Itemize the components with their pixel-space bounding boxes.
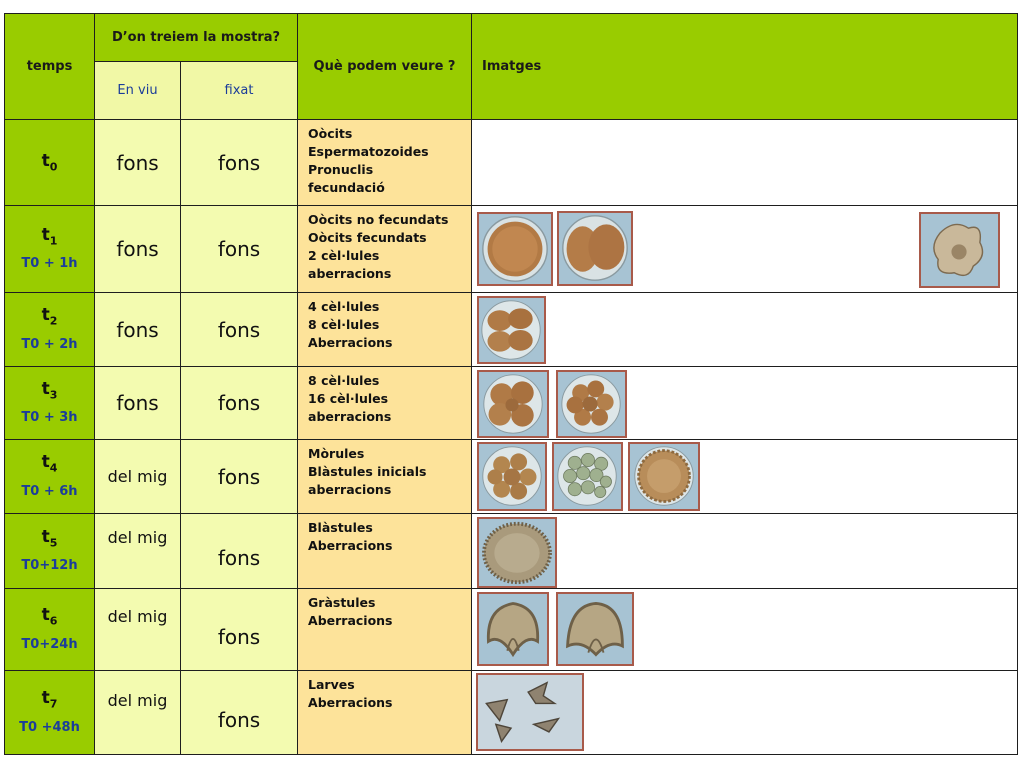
table-row xyxy=(5,120,1018,206)
time-offset: T0 + 1h xyxy=(21,256,78,272)
cell-text: Oòcits no fecundats xyxy=(308,212,449,227)
stages-table xyxy=(4,13,1018,755)
cell-text: temps xyxy=(26,59,73,74)
what-cell xyxy=(298,293,472,367)
two-cell-image xyxy=(557,211,633,286)
cell-text: Blàstules xyxy=(308,520,373,535)
images-cell xyxy=(472,671,1018,755)
fixat-cell xyxy=(181,293,298,367)
viu-cell xyxy=(95,293,181,367)
larvae-image xyxy=(476,673,584,751)
time-subscript: 2 xyxy=(49,314,58,328)
table-row xyxy=(5,440,1018,514)
cell-text: fons xyxy=(217,317,261,342)
time-cell xyxy=(5,589,95,671)
cell-text: 8 cèl·lules xyxy=(308,317,380,332)
time-subscript: 0 xyxy=(49,160,58,174)
fixat-cell xyxy=(181,367,298,440)
cell-text: t xyxy=(41,526,50,547)
time-subscript: 6 xyxy=(49,614,58,628)
eight-cell-image xyxy=(477,370,549,438)
fixat-cell xyxy=(181,440,298,514)
table-row xyxy=(5,367,1018,440)
time-subscript: 5 xyxy=(49,536,58,550)
cell-text: fons xyxy=(217,391,261,415)
time-label xyxy=(5,454,94,473)
cell-text: t xyxy=(41,688,50,709)
cell-text: 8 cèl·lules xyxy=(308,373,380,388)
time-offset: T0+12h xyxy=(21,558,78,574)
cell-text: del mig xyxy=(107,691,168,710)
time-cell xyxy=(5,671,95,755)
cell-text: Què podem veure ? xyxy=(313,59,456,74)
fixat-cell xyxy=(181,589,298,671)
cell-text: 16 cèl·lules xyxy=(308,391,389,406)
time-label xyxy=(5,526,94,550)
viu-cell xyxy=(95,514,181,589)
images-cell xyxy=(472,440,1018,514)
time-cell xyxy=(5,293,95,367)
cell-text: fons xyxy=(116,237,159,261)
fixat-cell xyxy=(181,120,298,206)
cell-text: fons xyxy=(116,150,159,175)
cell-text: fons xyxy=(217,546,261,570)
time-offset: T0 + 3h xyxy=(21,410,78,426)
blastula-image xyxy=(628,442,700,511)
four-cell-image xyxy=(477,296,546,364)
header-fixat xyxy=(181,62,298,120)
cell-text: t xyxy=(41,224,50,245)
time-label xyxy=(5,150,94,174)
images-cell xyxy=(472,367,1018,440)
cell-text: t xyxy=(41,378,50,399)
oocyte-image xyxy=(477,212,553,286)
time-subscript: 1 xyxy=(49,234,58,248)
cell-text: fons xyxy=(217,464,261,489)
cell-text: del mig xyxy=(107,528,168,547)
cell-text: Larves xyxy=(308,677,355,692)
fixat-cell xyxy=(181,206,298,293)
viu-cell xyxy=(95,589,181,671)
time-offset: T0 +48h xyxy=(19,719,80,735)
cell-text: D’on treiem la mostra? xyxy=(111,30,281,45)
cell-text: Imatges xyxy=(482,59,542,74)
gastrula-image xyxy=(477,592,549,666)
time-label xyxy=(5,378,94,402)
cell-text: fons xyxy=(217,707,261,732)
cell-text: aberracions xyxy=(308,266,392,281)
time-cell xyxy=(5,367,95,440)
time-label xyxy=(5,607,94,626)
cell-text: aberracions xyxy=(308,482,392,497)
sixteen-cell-image xyxy=(556,370,627,438)
images-cell xyxy=(472,514,1018,589)
time-offset: T0+24h xyxy=(21,636,78,652)
time-cell xyxy=(5,440,95,514)
cell-text: Espermatozoides xyxy=(308,144,429,159)
cell-text: del mig xyxy=(107,607,168,626)
cell-text: Aberracions xyxy=(308,695,393,710)
time-cell xyxy=(5,120,95,206)
table-row xyxy=(5,589,1018,671)
header-where xyxy=(95,14,298,62)
header-images xyxy=(472,14,1018,120)
time-subscript: 7 xyxy=(49,697,58,711)
cell-text: del mig xyxy=(107,467,168,486)
cell-text: En viu xyxy=(117,83,158,98)
cell-text: aberracions xyxy=(308,409,392,424)
cell-text: Blàstules inicials xyxy=(308,464,427,479)
time-label xyxy=(5,224,94,248)
viu-cell xyxy=(95,671,181,755)
cell-text: fons xyxy=(116,391,159,415)
fixat-cell xyxy=(181,514,298,589)
cell-text: t xyxy=(41,605,50,626)
cell-text: fixat xyxy=(224,83,254,98)
cell-text: t xyxy=(41,305,50,326)
time-cell xyxy=(5,514,95,589)
images-cell xyxy=(472,589,1018,671)
header-en-viu xyxy=(95,62,181,120)
what-cell xyxy=(298,120,472,206)
what-cell xyxy=(298,367,472,440)
viu-cell xyxy=(95,120,181,206)
time-label xyxy=(5,690,94,709)
table-row xyxy=(5,206,1018,293)
aberration-image xyxy=(919,212,1000,288)
cell-text: t xyxy=(41,452,50,473)
time-subscript: 3 xyxy=(49,388,58,402)
cell-text: 2 cèl·lules xyxy=(308,248,380,263)
cell-text: fons xyxy=(116,317,159,342)
what-cell xyxy=(298,514,472,589)
viu-cell xyxy=(95,206,181,293)
images-cell xyxy=(472,120,1018,206)
time-label xyxy=(5,307,94,326)
what-cell xyxy=(298,206,472,293)
images-cell xyxy=(472,293,1018,367)
cell-text: Aberracions xyxy=(308,613,393,628)
what-cell xyxy=(298,671,472,755)
time-cell xyxy=(5,206,95,293)
images-cell xyxy=(472,206,1018,293)
table-row xyxy=(5,514,1018,589)
cell-text: Gràstules xyxy=(308,595,376,610)
cell-text: fons xyxy=(217,624,261,649)
viu-cell xyxy=(95,367,181,440)
cell-text: fons xyxy=(217,150,261,175)
header-what xyxy=(298,14,472,120)
cell-text: Mòrules xyxy=(308,446,365,461)
cell-text: Oòcits fecundats xyxy=(308,230,427,245)
table-row xyxy=(5,293,1018,367)
gastrula-2-image xyxy=(556,592,634,666)
cell-text: Aberracions xyxy=(308,538,393,553)
cell-text: Oòcits xyxy=(308,126,353,141)
viu-cell xyxy=(95,440,181,514)
fixat-cell xyxy=(181,671,298,755)
morula-image xyxy=(477,442,547,511)
early-blastula-image xyxy=(552,442,623,511)
blastula-late-image xyxy=(477,517,557,588)
table-row xyxy=(5,671,1018,755)
cell-text: Aberracions xyxy=(308,335,393,350)
cell-text: t xyxy=(41,150,50,171)
cell-text: 4 cèl·lules xyxy=(308,299,380,314)
what-cell xyxy=(298,440,472,514)
what-cell xyxy=(298,589,472,671)
cell-text: fecundació xyxy=(308,180,385,195)
time-offset: T0 + 6h xyxy=(21,483,78,499)
cell-text: fons xyxy=(217,237,261,261)
time-subscript: 4 xyxy=(49,461,58,475)
header-temps xyxy=(5,14,95,120)
time-offset: T0 + 2h xyxy=(21,336,78,352)
cell-text: Pronuclis xyxy=(308,162,374,177)
